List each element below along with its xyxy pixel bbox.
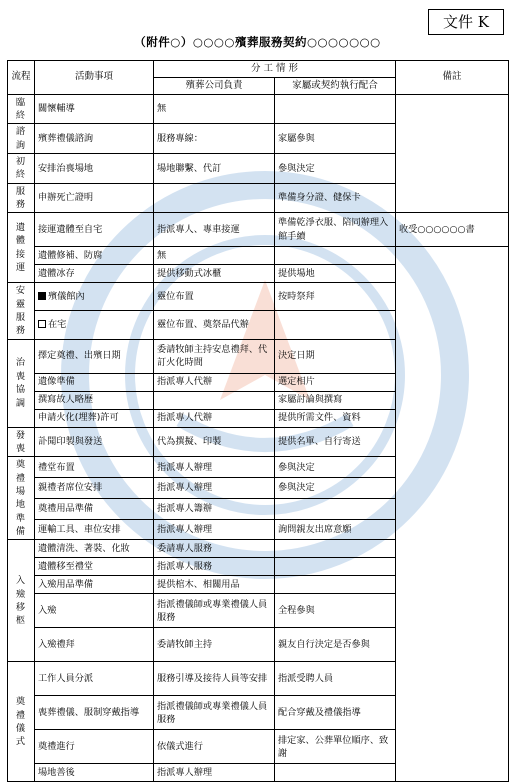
funeral-cell (154, 391, 275, 409)
family-cell: 決定日期 (275, 339, 396, 373)
family-cell (275, 498, 396, 519)
family-cell: 全程參與 (275, 594, 396, 628)
family-cell (275, 764, 396, 782)
funeral-cell: 指派專人服務 (154, 558, 275, 576)
funeral-cell: 場地聯繫、代訂 (154, 153, 275, 183)
header-funeral: 殯葬公司負責 (154, 77, 275, 94)
funeral-cell: 代為撰擬、印製 (154, 427, 275, 457)
family-cell: 詢問親友出席意願 (275, 519, 396, 540)
family-cell: 選定相片 (275, 373, 396, 391)
group-label: 奠禮儀式 (8, 662, 35, 782)
activity-cell: 遺體移至禮堂 (35, 558, 154, 576)
family-cell: 排定家、公葬單位順序、致謝 (275, 730, 396, 764)
group-label: 發喪 (8, 427, 35, 457)
activity-cell: 禮堂布置 (35, 457, 154, 478)
group-label: 入殮移柩 (8, 540, 35, 662)
family-cell: 配合穿戴及禮儀指導 (275, 696, 396, 730)
activity-cell: 擇定奠禮、出殯日期 (35, 339, 154, 373)
group-label: 諮詢 (8, 124, 35, 154)
funeral-cell: 無 (154, 247, 275, 265)
funeral-cell (154, 183, 275, 213)
activity-cell: 入殮禮拜 (35, 628, 154, 662)
activity-cell: 接運遺體至自宅 (35, 213, 154, 247)
remarks-cell (396, 247, 509, 782)
group-label: 治喪協調 (8, 339, 35, 427)
activity-cell: 在宅 (35, 311, 154, 339)
document-title: （附件○）○○○○殯葬服務契約○○○○○○○ (134, 35, 381, 49)
activity-cell: 遺體冰存 (35, 265, 154, 283)
family-cell: 參與決定 (275, 153, 396, 183)
activity-cell: 運輸工具、車位安排 (35, 519, 154, 540)
family-cell (275, 247, 396, 265)
funeral-cell: 指派專人代辦 (154, 409, 275, 427)
activity-cell: 申辦死亡證明 (35, 183, 154, 213)
activity-cell: 奠禮進行 (35, 730, 154, 764)
family-cell: 參與決定 (275, 457, 396, 478)
group-label: 安靈服務 (8, 283, 35, 339)
activity-cell: 親禮者席位安排 (35, 478, 154, 499)
header-activity: 活動事項 (35, 61, 154, 95)
activity-cell: 殯葬禮儀諮詢 (35, 124, 154, 154)
group-label: 奠禮場地準備 (8, 457, 35, 540)
header-remarks: 備註 (396, 61, 509, 95)
activity-cell: 遺體修補、防腐 (35, 247, 154, 265)
checkbox-unchecked[interactable] (38, 320, 46, 328)
family-cell: 提供名單、自行寄送 (275, 427, 396, 457)
family-cell: 提供所需文件、資料 (275, 409, 396, 427)
header-division: 分 工 情 形 (154, 61, 396, 78)
funeral-cell: 依儀式進行 (154, 730, 275, 764)
family-cell: 家屬參與 (275, 124, 396, 154)
table-row (8, 94, 509, 124)
funeral-cell: 提供移動式冰櫃 (154, 265, 275, 283)
family-cell: 親友自行決定是否參與 (275, 628, 396, 662)
funeral-cell: 靈位布置、奠祭品代辦 (154, 311, 275, 339)
activity-cell: 安排治喪場地 (35, 153, 154, 183)
funeral-cell: 服務專線： (154, 124, 275, 154)
funeral-cell: 提供棺木、相關用品 (154, 576, 275, 594)
table-row (8, 247, 509, 265)
family-cell: 準備乾淨衣服、陪同辦理入館手續 (275, 213, 396, 247)
funeral-cell: 無 (154, 94, 275, 124)
activity-cell: 關懷輔導 (35, 94, 154, 124)
remarks-cell: 收受○○○○○○書 (396, 213, 509, 247)
family-cell: 指派受聘人員 (275, 662, 396, 696)
activity-cell: 殯儀館內 (35, 283, 154, 311)
activity-cell: 申請火化(埋葬)許可 (35, 409, 154, 427)
funeral-cell: 指派專人辦理 (154, 519, 275, 540)
checkbox-checked[interactable] (38, 292, 46, 300)
funeral-cell: 委請牧師主持安息禮拜、代訂火化時間 (154, 339, 275, 373)
group-label: 服務 (8, 183, 35, 213)
header-flow: 流程 (8, 61, 35, 95)
funeral-cell: 靈位布置 (154, 283, 275, 311)
funeral-cell: 服務引導及接待人員等安排 (154, 662, 275, 696)
activity-cell: 場地善後 (35, 764, 154, 782)
activity-cell: 撰寫故人略歷 (35, 391, 154, 409)
table-row (8, 213, 509, 247)
funeral-cell: 指派專人辦理 (154, 764, 275, 782)
activity-cell: 遺像準備 (35, 373, 154, 391)
funeral-cell: 指派專人籌辦 (154, 498, 275, 519)
group-label: 初終 (8, 153, 35, 183)
funeral-cell: 委請專人服務 (154, 540, 275, 558)
funeral-cell: 指派專人辦理 (154, 457, 275, 478)
header-family: 家屬或契約執行配合 (275, 77, 396, 94)
family-cell: 按時祭拜 (275, 283, 396, 311)
activity-cell: 奠禮用品準備 (35, 498, 154, 519)
funeral-cell: 委請牧師主持 (154, 628, 275, 662)
activity-cell: 工作人員分派 (35, 662, 154, 696)
family-cell (275, 540, 396, 558)
document-tag: 文件 K (428, 9, 504, 35)
family-cell: 參與決定 (275, 478, 396, 499)
family-cell: 準備身分證、健保卡 (275, 183, 396, 213)
service-contract-table (7, 60, 509, 782)
family-cell (275, 558, 396, 576)
family-cell (275, 94, 396, 124)
funeral-cell: 指派專人代辦 (154, 373, 275, 391)
family-cell: 提供場地 (275, 265, 396, 283)
activity-cell: 遺體清洗、著裝、化妝 (35, 540, 154, 558)
activity-cell: 入殮用品準備 (35, 576, 154, 594)
funeral-cell: 指派禮儀師或專業禮儀人員服務 (154, 696, 275, 730)
activity-cell: 入殮 (35, 594, 154, 628)
family-cell (275, 576, 396, 594)
family-cell: 家屬討論與撰寫 (275, 391, 396, 409)
family-cell (275, 311, 396, 339)
funeral-cell: 指派禮儀師或專業禮儀人員服務 (154, 594, 275, 628)
funeral-cell: 指派專人辦理 (154, 478, 275, 499)
funeral-cell: 指派專人、專車接運 (154, 213, 275, 247)
group-label: 遺體接運 (8, 213, 35, 283)
activity-cell: 喪葬禮儀、服制穿戴指導 (35, 696, 154, 730)
activity-cell: 訃聞印製與發送 (35, 427, 154, 457)
remarks-cell (396, 94, 509, 213)
group-label: 臨終 (8, 94, 35, 124)
